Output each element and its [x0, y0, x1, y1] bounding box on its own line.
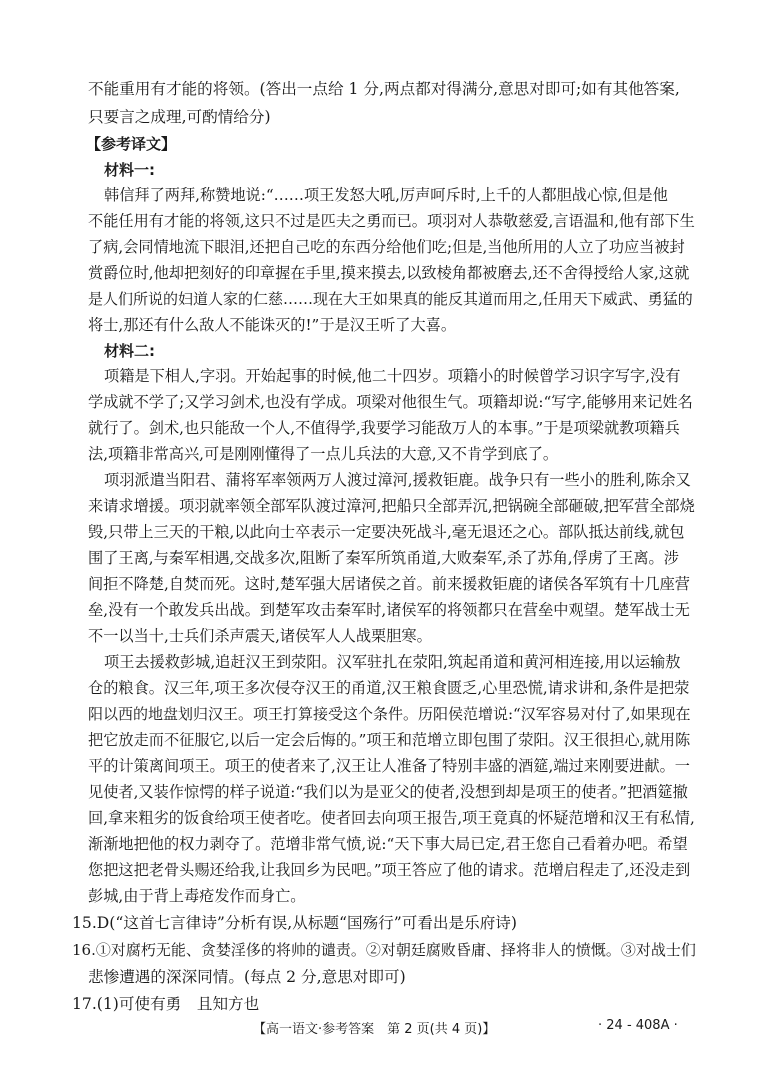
- material2-line: 学成就不学了;又学习剑术,也没有学成。项梁对他很生气。项籍却说:“写字,能够用来记姓名: [88, 393, 693, 411]
- material2-line: 项籍是下相人,字羽。开始起事的时候,他二十四岁。项籍小的时候曾学习识字写字,没有: [104, 367, 681, 385]
- answer-text-line: 不能重用有才能的将领。(答出一点给 1 分,两点都对得满分,意思对即可;如有其他答案,: [88, 80, 680, 98]
- material2-line: 间拒不降楚,自焚而死。这时,楚军强大居诸侯之首。前来援救钜鹿的诸侯各军筑有十几座营: [88, 575, 690, 593]
- material2-label: 材料二:: [104, 342, 155, 360]
- material1-line: 将士,那还有什么敌人不能诛灭的!”于是汉王听了大喜。: [88, 316, 457, 334]
- material2-line: 围了王离,与秦军相遇,交战多次,阻断了秦军所筑甬道,大败秦军,杀了苏角,俘虏了王离。涉: [88, 549, 679, 567]
- material2-line: 垒,没有一个敢发兵出战。到楚军攻击秦军时,诸侯军的将领都只在营垒中观望。楚军战士无: [88, 601, 690, 619]
- material2-line: 渐渐地把他的权力剥夺了。范增非常气愤,说:“天下事大局已定,君王您自己看着办吧。希望: [88, 835, 688, 853]
- material2-line: 毁,只带上三天的干粮,以此向士卒表示一定要决死战斗,毫无退还之心。部队抵达前线,就包: [88, 523, 685, 541]
- answer-17: 17.(1)可使有勇 且知方也: [72, 995, 260, 1013]
- translation-heading: 【参考译文】: [86, 135, 177, 153]
- material2-line: 您把这把老骨头赐还给我,让我回乡为民吧。”项王答应了他的请求。范增启程走了,还没走到: [88, 861, 691, 879]
- material2-line: 平的计策离间项王。项王的使者来了,汉王让人准备了特别丰盛的酒筵,端过来刚要进献。一: [88, 757, 690, 775]
- answer-text-line: 只要言之成理,可酌情给分): [88, 108, 271, 126]
- material2-line: 见使者,又装作惊愕的样子说道:“我们以为是亚父的使者,没想到却是项王的使者。”把酒筵撤: [88, 783, 688, 801]
- footer-page-info: 【高一语文·参考答案 第 2 页(共 4 页)】: [253, 1022, 496, 1037]
- material1-label: 材料一:: [104, 161, 155, 179]
- material1-line: 了病,会同情地流下眼泪,还把自己吃的东西分给他们吃;但是,当他所用的人立了功应当被封: [88, 238, 685, 256]
- material1-line: 韩信拜了两拜,称赞地说:“……项王发怒大吼,厉声呵斥时,上千的人都胆战心惊,但是他: [104, 186, 668, 204]
- answer-15: 15.D(“这首七言律诗”分析有误,从标题“国殇行”可看出是乐府诗): [72, 914, 517, 932]
- material2-line: 项羽派遣当阳君、蒲将军率领两万人渡过漳河,援救钜鹿。战争只有一些小的胜利,陈余又: [104, 471, 691, 489]
- material2-line: 就行了。剑术,也只能敌一个人,不值得学,我要学习能敌万人的本事。”于是项梁就教项籍兵: [88, 419, 680, 437]
- material2-line: 项王去援救彭城,追赶汉王到荥阳。汉军驻扎在荥阳,筑起甬道和黄河相连接,用以运输敖: [104, 653, 681, 671]
- material2-line: 回,拿来粗劣的饭食给项王使者吃。使者回去向项王报告,项王竟真的怀疑范增和汉王有私情,: [88, 809, 695, 827]
- material2-line: 仓的粮食。汉三年,项王多次侵夺汉王的甬道,汉王粮食匮乏,心里恐慌,请求讲和,条件是把荥: [88, 679, 690, 697]
- answer-16: 16.①对腐朽无能、贪婪淫侈的将帅的谴责。②对朝廷腐败昏庸、择将非人的愤慨。③对战士们: [72, 941, 696, 959]
- material2-line: 阳以西的地盘划归汉王。项王打算接受这个条件。历阳侯范增说:“汉军容易对付了,如果现在: [88, 705, 691, 723]
- material2-line: 来请求增援。项羽就率领全部军队渡过漳河,把船只全部弄沉,把锅碗全部砸破,把军营全部烧: [88, 497, 695, 515]
- material1-line: 是人们所说的妇道人家的仁慈……现在大王如果真的能反其道而用之,任用天下威武、勇猛的: [88, 290, 693, 308]
- material2-line: 把它放走而不征服它,以后一定会后悔的。”项王和范增立即包围了荥阳。汉王很担心,就用陈: [88, 731, 691, 749]
- answer-16-cont: 悲惨遭遇的深深同情。(每点 2 分,意思对即可): [88, 968, 406, 986]
- material2-line: 不一以当十,士兵们杀声震天,诸侯军人人战栗胆寒。: [88, 627, 432, 645]
- material2-line: 彭城,由于背上毒疮发作而身亡。: [88, 887, 306, 905]
- material1-line: 赏爵位时,他却把刻好的印章握在手里,摸来摸去,以致棱角都被磨去,还不舍得授给人家,这就: [88, 264, 690, 282]
- footer-code: · 24 - 408A ·: [598, 1018, 678, 1033]
- material2-line: 法,项籍非常高兴,可是刚刚懂得了一点儿兵法的大意,又不肯学到底了。: [88, 445, 559, 463]
- material1-line: 不能任用有才能的将领,这只不过是匹夫之勇而已。项羽对人恭敬慈爱,言语温和,他有部下生: [88, 212, 695, 230]
